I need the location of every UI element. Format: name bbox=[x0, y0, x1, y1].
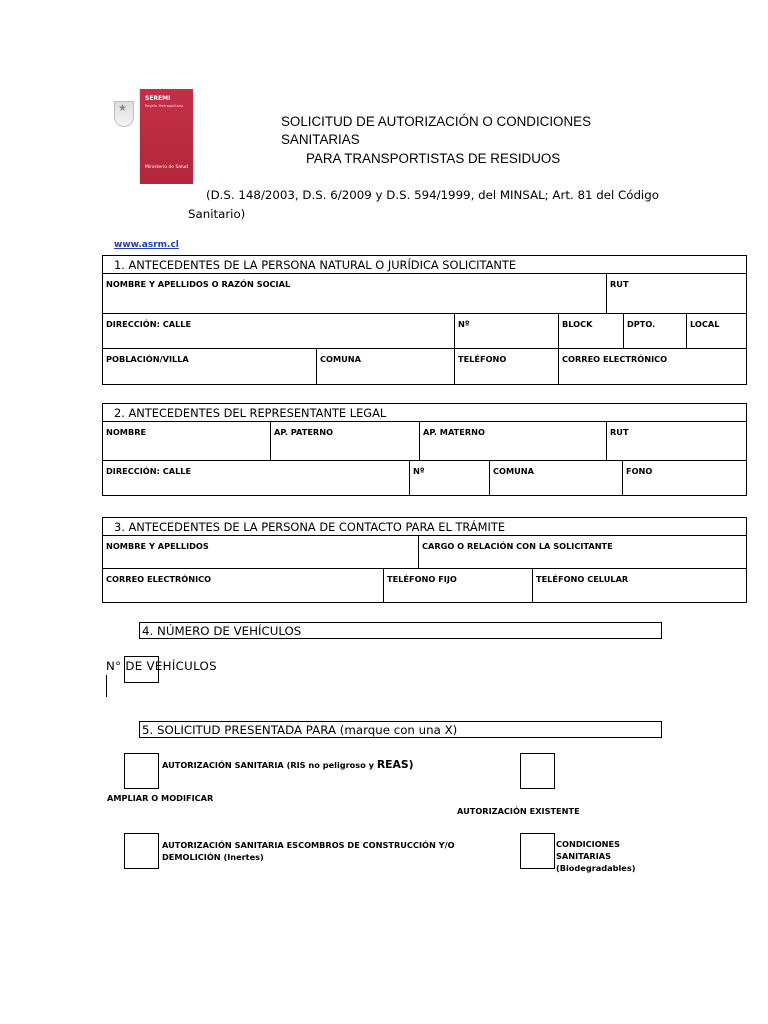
field-label: Nº bbox=[413, 466, 425, 476]
checkbox-amend-existing[interactable] bbox=[520, 753, 555, 789]
logo-region: Región Metropolitana bbox=[145, 104, 184, 108]
field-label: NOMBRE Y APELLIDOS bbox=[106, 541, 209, 551]
applicant-name-field[interactable] bbox=[103, 274, 606, 313]
section-4-title: 4. NÚMERO DE VEHÍCULOS bbox=[139, 622, 662, 639]
field-label: NOMBRE bbox=[106, 427, 147, 437]
title-line-1: SOLICITUD DE AUTORIZACIÓN O CONDICIONES bbox=[281, 114, 592, 129]
field-label: CARGO O RELACIÓN CON LA SOLICITANTE bbox=[422, 541, 613, 551]
contact-landline-field[interactable] bbox=[383, 569, 532, 602]
option-line: SANITARIAS bbox=[556, 851, 612, 861]
applicant-block-field[interactable] bbox=[558, 314, 623, 348]
option-line: (Biodegradables) bbox=[556, 863, 636, 873]
applicant-email-field[interactable] bbox=[558, 349, 746, 384]
applicant-dpto-field[interactable] bbox=[623, 314, 686, 348]
contact-name-field[interactable] bbox=[103, 536, 418, 568]
seremi-logo bbox=[107, 89, 193, 184]
field-label: COMUNA bbox=[320, 354, 361, 364]
applicant-number-field[interactable] bbox=[454, 314, 558, 348]
applicant-poblacion-field[interactable] bbox=[103, 349, 316, 384]
checkbox-rubble-authorization[interactable] bbox=[124, 833, 159, 869]
section-3-row-2 bbox=[103, 569, 746, 602]
field-label: TELÉFONO bbox=[458, 354, 507, 364]
legal-reference: (D.S. 148/2003, D.S. 6/2009 y D.S. 594/1999, del MINSAL; Art. 81 del Código Sanitario) bbox=[188, 188, 659, 221]
title-line-2: SANITARIAS bbox=[281, 132, 360, 147]
field-label: DPTO. bbox=[627, 319, 656, 329]
applicant-street-field[interactable] bbox=[103, 314, 454, 348]
field-label: TELÉFONO FIJO bbox=[387, 574, 457, 584]
field-label: LOCAL bbox=[690, 319, 720, 329]
section-1-applicant bbox=[102, 255, 747, 385]
section-2-title: 2. ANTECEDENTES DEL REPRESENTANTE LEGAL bbox=[103, 404, 746, 422]
rep-paternal-field[interactable] bbox=[270, 422, 419, 460]
field-label: DIRECCIÓN: CALLE bbox=[106, 319, 192, 329]
section-2-legal-rep bbox=[102, 403, 747, 496]
field-label: Nº bbox=[458, 319, 470, 329]
logo-org: SEREMI bbox=[145, 95, 171, 102]
rep-name-field[interactable] bbox=[103, 422, 270, 460]
contact-mobile-field[interactable] bbox=[532, 569, 746, 602]
field-label: CORREO ELECTRÓNICO bbox=[562, 354, 668, 364]
option-label: AUTORIZACIÓN SANITARIA (RIS no peligroso y bbox=[162, 760, 377, 770]
section-2-row-2 bbox=[103, 461, 746, 495]
vehicle-count-label: N° DE VEHÍCULOS bbox=[106, 659, 217, 673]
applicant-phone-field[interactable] bbox=[454, 349, 558, 384]
option-sanitary-authorization bbox=[162, 759, 414, 771]
field-label: RUT bbox=[610, 427, 629, 437]
option-amend-label: AMPLIAR O MODIFICAR bbox=[107, 793, 214, 803]
field-label: TELÉFONO CELULAR bbox=[536, 574, 629, 584]
option-sanitary-conditions bbox=[556, 838, 635, 874]
section-3-contact bbox=[102, 517, 747, 603]
section-1-row-2 bbox=[103, 314, 746, 349]
logo-band bbox=[140, 89, 193, 184]
field-label: CORREO ELECTRÓNICO bbox=[106, 574, 212, 584]
section-1-row-3 bbox=[103, 349, 746, 384]
contact-email-field[interactable] bbox=[103, 569, 383, 602]
title-line-3: PARA TRANSPORTISTAS DE RESIDUOS bbox=[306, 151, 561, 166]
rep-street-field[interactable] bbox=[103, 461, 409, 495]
logo-ministry: Ministerio de Salud bbox=[145, 165, 189, 170]
field-label: RUT bbox=[610, 279, 629, 289]
section-1-row-1 bbox=[103, 274, 746, 314]
form-title bbox=[281, 113, 591, 149]
section-3-title: 3. ANTECEDENTES DE LA PERSONA DE CONTACTO PARA EL TRÁMITE bbox=[103, 518, 746, 536]
applicant-local-field[interactable] bbox=[686, 314, 746, 348]
text-cursor bbox=[106, 675, 107, 697]
option-line: AUTORIZACIÓN SANITARIA ESCOMBROS DE CONSTRUCCIÓN Y/O bbox=[162, 840, 455, 850]
section-2-row-1 bbox=[103, 422, 746, 461]
field-label: FONO bbox=[626, 466, 653, 476]
field-label: AP. PATERNO bbox=[274, 427, 334, 437]
vehicle-count-input[interactable] bbox=[124, 656, 159, 683]
option-label-reas: REAS) bbox=[376, 758, 414, 771]
field-label: POBLACIÓN/VILLA bbox=[106, 354, 189, 364]
contact-role-field[interactable] bbox=[418, 536, 746, 568]
rep-comuna-field[interactable] bbox=[489, 461, 622, 495]
field-label: AP. MATERNO bbox=[423, 427, 485, 437]
rep-rut-field[interactable] bbox=[606, 422, 746, 460]
rep-number-field[interactable] bbox=[409, 461, 489, 495]
applicant-comuna-field[interactable] bbox=[316, 349, 454, 384]
applicant-rut-field[interactable] bbox=[606, 274, 746, 313]
option-line: CONDICIONES bbox=[556, 839, 621, 849]
field-label: BLOCK bbox=[562, 319, 593, 329]
checkbox-sanitary-authorization[interactable] bbox=[124, 753, 159, 789]
option-rubble-authorization bbox=[162, 839, 455, 863]
section-3-row-1 bbox=[103, 536, 746, 569]
rep-phone-field[interactable] bbox=[622, 461, 746, 495]
field-label: NOMBRE Y APELLIDOS O RAZÓN SOCIAL bbox=[106, 279, 291, 289]
section-1-title: 1. ANTECEDENTES DE LA PERSONA NATURAL O JURÍDICA SOLICITANTE bbox=[103, 256, 746, 274]
section-5-title: 5. SOLICITUD PRESENTADA PARA (marque con una X) bbox=[139, 721, 662, 738]
coat-of-arms-icon: ★ bbox=[107, 89, 140, 184]
rep-maternal-field[interactable] bbox=[419, 422, 606, 460]
website-link[interactable]: www.asrm.cl bbox=[114, 240, 179, 250]
field-label: COMUNA bbox=[493, 466, 534, 476]
option-line: DEMOLICIÓN (Inertes) bbox=[162, 852, 264, 862]
field-label: DIRECCIÓN: CALLE bbox=[106, 466, 192, 476]
option-existing-label: AUTORIZACIÓN EXISTENTE bbox=[457, 806, 580, 816]
checkbox-sanitary-conditions[interactable] bbox=[520, 833, 555, 869]
